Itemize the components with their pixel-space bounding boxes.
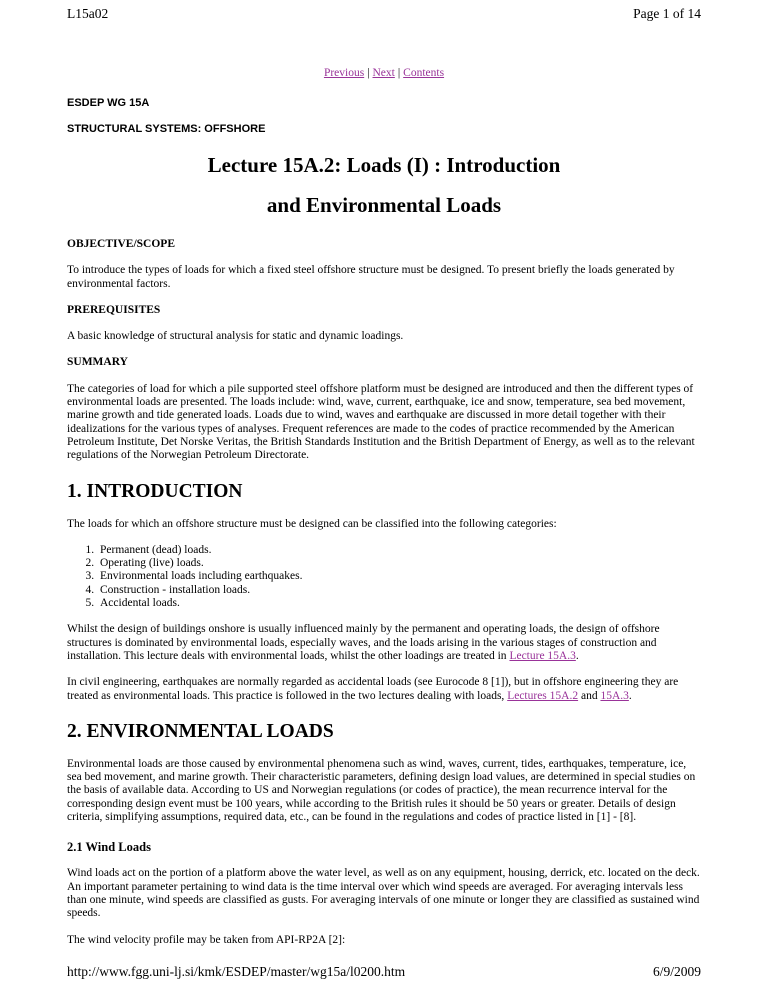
list-item: 5. Accidental loads. — [97, 597, 701, 610]
introduction-heading: 1. INTRODUCTION — [67, 480, 243, 502]
prerequisites-heading: PREREQUISITES — [67, 303, 161, 316]
objective-heading: OBJECTIVE/SCOPE — [67, 238, 175, 250]
paragraph-text: . — [628, 689, 632, 702]
print-date: 6/9/2009 — [652, 964, 701, 979]
next-link[interactable]: Next — [372, 67, 395, 79]
load-categories-list — [67, 544, 701, 610]
page-number: Page 1 of 14 — [633, 6, 701, 21]
introduction-intro-text: The loads for which an offshore structure must be designed can be classified into the following categories: — [67, 517, 557, 530]
lecture-15a3-link[interactable]: Lecture 15A.3 — [509, 649, 576, 662]
wind-loads-heading: 2.1 Wind Loads — [67, 840, 151, 855]
list-item: 4. Construction - installation loads. — [97, 584, 701, 597]
list-item: 1. Permanent (dead) loads. — [97, 544, 701, 557]
source-url: http://www.fgg.uni-lj.si/kmk/ESDEP/master/wg15a/l0200.htm — [67, 964, 406, 979]
working-group-label: ESDEP WG 15A — [67, 97, 150, 109]
list-item: 2. Operating (live) loads. — [97, 557, 701, 570]
lectures-15a2-link[interactable]: Lectures 15A.2 — [507, 689, 579, 702]
paragraph-text: In civil engineering, earthquakes are normally regarded as accidental loads (see Eurocode 8 [1]), but in offshore engineering they are treated as environmental loads. This practice is followed in the two lectures dealing with loads, — [67, 676, 679, 702]
paragraph-text: and — [578, 689, 601, 702]
paragraph-onshore-design — [67, 623, 701, 663]
page-footer — [67, 963, 701, 980]
page-title-line1: Lecture 15A.2: Loads (I) : Introduction — [207, 153, 561, 177]
paragraph-text: . — [575, 649, 579, 662]
paragraph-civil-engineering — [67, 676, 701, 703]
wind-loads-text-1: Wind loads act on the portion of a platform above the water level, as well as on any equipment, housing, derrick, etc. located on the deck. An important parameter pertaining to wind data is the time interval over which wind speeds are averaged. For averaging intervals less than one minute, wind speeds are classified as gusts. For averaging intervals of one minute or longer they are classified as sustained wind speeds. — [67, 867, 700, 920]
objective-text: To introduce the types of loads for which a fixed steel offshore structure must be designed. To present briefly the loads generated by environmental factors. — [67, 264, 675, 290]
paragraph-text: Whilst the design of buildings onshore is usually influenced mainly by the permanent and operating loads, the design of offshore structures is dominated by environmental loads, especially waves, and the loads arising in the various stages of construction and installation. This lecture deals with environmental loads, whilst the other loadings are treated in — [67, 623, 660, 662]
list-item: 3. Environmental loads including earthquakes. — [97, 570, 701, 583]
series-label: STRUCTURAL SYSTEMS: OFFSHORE — [67, 123, 266, 135]
previous-link[interactable]: Previous — [323, 67, 365, 79]
wind-loads-text-2: The wind velocity profile may be taken from API-RP2A [2]: — [67, 933, 346, 946]
lecture-15a3-link[interactable]: 15A.3 — [600, 689, 629, 702]
summary-heading: SUMMARY — [67, 356, 128, 369]
page-header — [67, 5, 701, 22]
contents-link[interactable]: Contents — [403, 67, 445, 79]
page-title-line2: and Environmental Loads — [266, 193, 502, 217]
environmental-loads-text: Environmental loads are those caused by environmental phenomena such as wind, waves, current, tides, earthquakes, temperature, ice, sea bed movement, and marine growth. Their characteristic parameters, defining design load values, are determined in special studies on the basis of available data. According to US and Norwegian regulations (or codes of practice), the mean recurrence interval for the corresponding design event must be 100 years, while according to the British rules it should be 50 years or greater. Details of design criteria, simplifying assumptions, required data, etc., can be found in the regulations and codes of practice listed in [1] - [8]. — [67, 757, 696, 824]
nav-separator: | — [397, 67, 401, 79]
page-title — [67, 145, 701, 225]
nav-separator: | — [367, 67, 370, 79]
environmental-loads-heading: 2. ENVIRONMENTAL LOADS — [67, 720, 334, 742]
doc-code: L15a02 — [67, 6, 109, 21]
summary-text: The categories of load for which a pile supported steel offshore platform must be designed are introduced and then the different types of environmental loads are presented. The loads include: wind, wave, current, earthquake, ice and snow, temperature, sea bed movement, marine growth and tide generated loads. Loads due to wind, waves and earthquake are discussed in more detail together with their idealizations for the various types of analyses. Frequent references are made to the codes of practice recommended by the American Petroleum Institute, Det Norske Veritas, the British Standards Institution and the British Department of Energy, as well as to the relevant regulations of the Norwegian Petroleum Directorate. — [67, 382, 695, 462]
nav-links — [67, 66, 701, 80]
prerequisites-text: A basic knowledge of structural analysis for static and dynamic loadings. — [67, 330, 404, 343]
